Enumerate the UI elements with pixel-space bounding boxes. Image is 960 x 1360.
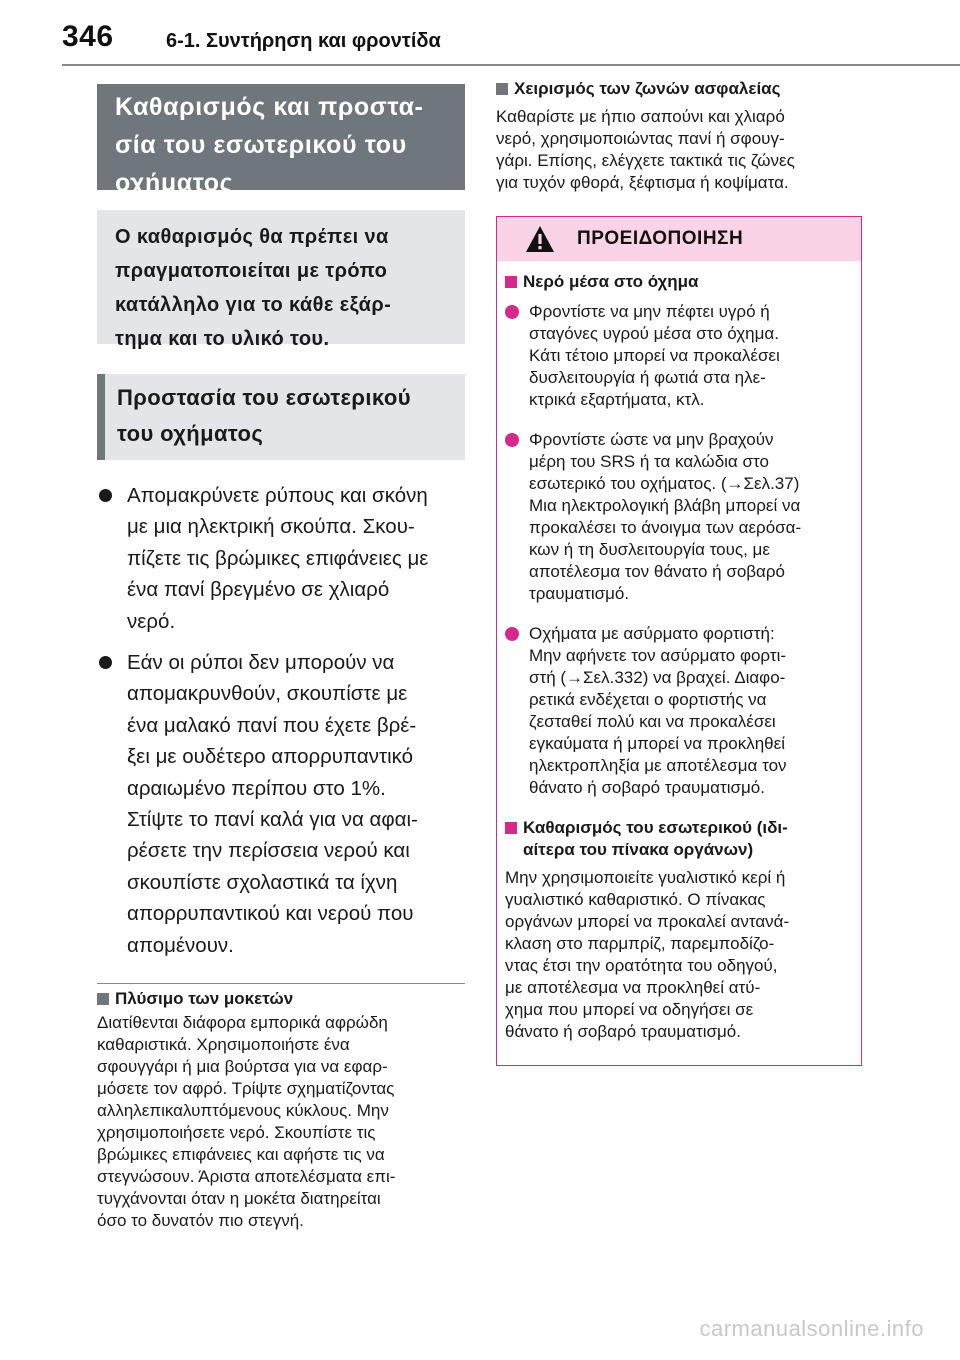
subtopic-title: Προστασία του εσωτερικού του οχήματος	[117, 385, 411, 446]
warning-body	[497, 271, 861, 1043]
bullet-text: Απομακρύνετε ρύπους και σκόνη με μια ηλεκτρική σκούπα. Σκου- πίζετε τις βρώμικες επιφάνειες με ένα πανί βρεγμένο σε χλιαρό νερό.	[127, 484, 429, 633]
right-column	[496, 78, 864, 1066]
page-number: 346	[62, 20, 114, 53]
warning-interior-heading-text: Καθαρισμός του εσωτερικού (ιδι- αίτερα του πίνακα οργάνων)	[523, 818, 788, 859]
carpet-heading	[97, 988, 465, 1010]
section-title: 6-1. Συντήρηση και φροντίδα	[166, 30, 441, 52]
square-marker-icon	[97, 993, 109, 1005]
main-topic-banner	[97, 84, 465, 197]
belts-paragraph: Καθαρίστε με ήπιο σαπούνι και χλιαρό νερό, χρησιμοποιώντας πανί ή σφουγ- γάρι. Επίσης, ελέγχετε τακτικά τις ζώνες για τυχόν φθορά, ξέφτισμα ή κοψίματα.	[496, 107, 795, 192]
warning-item	[505, 623, 849, 799]
bullet-dot-icon	[505, 305, 519, 319]
bullet-list	[97, 480, 465, 961]
subtopic-banner	[97, 374, 465, 460]
bullet-text: Εάν οι ρύποι δεν μπορούν να απομακρυνθούν, σκουπίστε με ένα μαλακό πανί που έχετε βρέ- ξει με ουδέτερο απορρυπαντικό αραιωμένο περίπου στο 1%. Στίψτε το πανί καλά για να αφαι- ρέσετε την περίσσεια νερού και σκουπίστε σχολαστικά τα ίχνη απορρυπαντικού και νερού που απομένουν.	[127, 651, 418, 957]
bullet-dot-icon	[505, 627, 519, 641]
section-divider	[97, 983, 465, 984]
square-marker-icon	[496, 83, 508, 95]
belts-heading-text: Χειρισμός των ζωνών ασφαλείας	[514, 79, 781, 98]
warning-triangle-icon	[525, 225, 555, 253]
carpet-heading-text: Πλύσιμο των μοκετών	[115, 989, 294, 1009]
bullet-dot-icon	[99, 489, 112, 502]
warning-water-heading	[505, 271, 849, 293]
warning-item	[505, 429, 849, 605]
bullet-dot-icon	[99, 656, 112, 669]
warning-item-text: Οχήματα με ασύρματο φορτιστή: Μην αφήνετε τον ασύρματο φορτι- στή (→Σελ.332) να βραχεί. Διαφο- ρετικά ενδέχεται ο φορτιστής να ζεσταθεί πολύ και να προκαλέσει εγκαύματα ή μπορεί να προκληθεί ηλεκτροπληξία με αποτέλεσμα τον θάνατο ή σοβαρό τραυματισμό.	[529, 624, 787, 797]
page-header	[0, 0, 960, 70]
warning-header	[497, 217, 861, 261]
warning-water-heading-text: Νερό μέσα στο όχημα	[523, 272, 699, 291]
warning-item	[505, 301, 849, 411]
warning-item-text: Φροντίστε να μην πέφτει υγρό ή σταγόνες υγρού μέσα στο όχημα. Κάτι τέτοιο μπορεί να προκαλέσει δυσλειτουργία ή φωτιά στα ηλε- κτρικά εξαρτήματα, κτλ.	[529, 302, 780, 409]
warning-item-text: Φροντίστε ώστε να μην βραχούν μέρη του SRS ή τα καλώδια στο εσωτερικό του οχήματος. (→Σελ.37) Μια ηλεκτρολογική βλάβη μπορεί να προκαλέσει το άνοιγμα των αερόσα- κων ή τη δυσλειτουργία τους, με αποτέλεσμα τον θάνατο ή σοβαρό τραυματισμό.	[529, 430, 802, 603]
intro-box	[97, 210, 465, 350]
main-topic-title: Καθαρισμός και προστα- σία του εσωτερικού του οχήματος	[115, 93, 424, 197]
warning-title: ΠΡΟΕΙΔΟΠΟΙΗΣΗ	[577, 228, 744, 249]
watermark: carmanualsonline.info	[699, 1316, 924, 1341]
warning-box	[496, 216, 862, 1066]
left-column	[97, 84, 465, 1232]
warning-interior-paragraph: Μην χρησιμοποιείτε γυαλιστικό κερί ή γυαλιστικό καθαριστικό. Ο πίνακας οργάνων μπορεί να προκαλεί αντανά- κλαση στο παρμπρίζ, παρεμποδίζο- ντας έτσι την ορατότητα του οδηγού, με αποτέλεσμα να προκληθεί ατύ- χημα που μπορεί να οδηγήσει σε θάνατο ή σοβαρό τραυματισμό.	[505, 868, 790, 1041]
square-marker-icon	[505, 276, 517, 288]
warning-interior-heading	[505, 817, 849, 861]
bullet-dot-icon	[505, 433, 519, 447]
intro-text: Ο καθαρισμός θα πρέπει να πραγματοποιείται με τρόπο κατάλληλο για το κάθε εξάρ- τημα και το υλικό του.	[115, 226, 392, 350]
square-marker-icon	[505, 822, 517, 834]
header-divider	[62, 64, 960, 66]
belts-heading	[496, 78, 864, 100]
carpet-paragraph: Διατίθενται διάφορα εμπορικά αφρώδη καθαριστικά. Χρησιμοποιήστε ένα σφουγγάρι ή μια βούρτσα για να εφαρ- μόσετε τον αφρό. Τρίψτε σχηματίζοντας αλληλεπικαλυπτόμενους κύκλους. Μην χρησιμοποιήσετε νερό. Σκουπίστε τις βρώμικες επιφάνειες και αφήστε τις να στεγνώσουν. Άριστα αποτελέσματα επι- τυγχάνονται όταν η μοκέτα διατηρείται όσο το δυνατόν πιο στεγνή.	[97, 1013, 396, 1231]
bullet-item	[97, 647, 465, 961]
bullet-item	[97, 480, 465, 637]
